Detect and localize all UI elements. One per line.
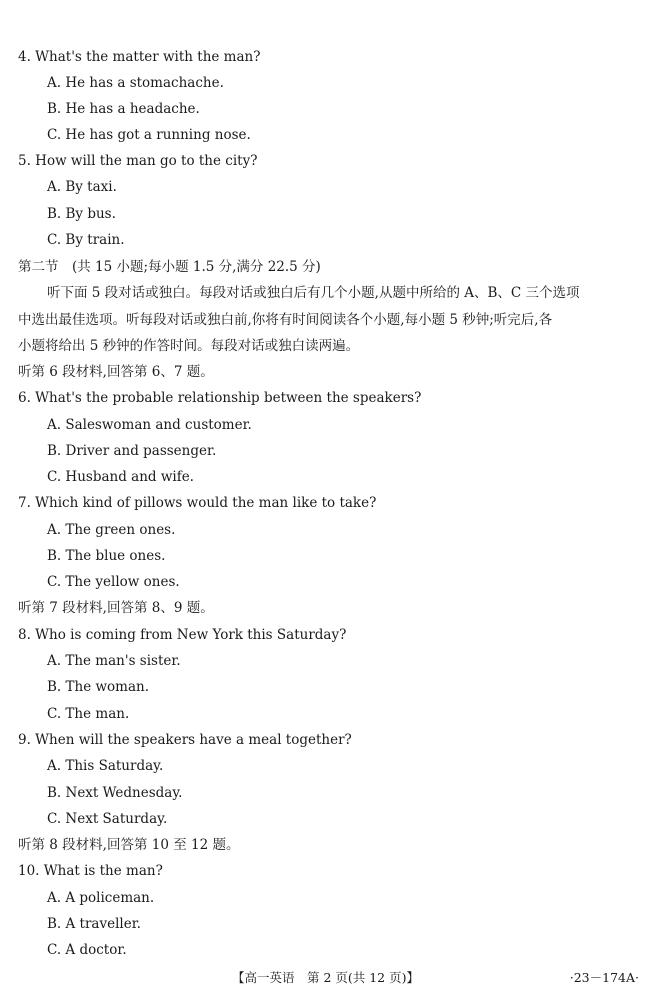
question-4-option-c: C. He has got a running nose.	[47, 127, 251, 143]
question-5-option-b: B. By bus.	[47, 206, 116, 222]
section-2-instructions-line-3: 小题将给出 5 秒钟的作答时间。每段对话或独白读两遍。	[18, 338, 360, 354]
question-6-option-b: B. Driver and passenger.	[47, 443, 217, 459]
material-6-heading: 听第 6 段材料,回答第 6、7 题。	[18, 364, 214, 380]
question-7-option-b: B. The blue ones.	[47, 548, 166, 564]
question-4-option-b: B. He has a headache.	[47, 101, 200, 117]
question-10-stem: 10. What is the man?	[18, 863, 163, 879]
question-6-option-a: A. Saleswoman and customer.	[47, 417, 252, 433]
question-5-stem: 5. How will the man go to the city?	[18, 153, 258, 169]
question-7-stem: 7. Which kind of pillows would the man like to take?	[18, 495, 377, 511]
question-5-option-a: A. By taxi.	[47, 179, 117, 195]
page-footer-label: 【高一英语 第 2 页(共 12 页)】	[231, 970, 419, 985]
question-10-option-a: A. A policeman.	[47, 890, 155, 906]
question-8-option-b: B. The woman.	[47, 679, 150, 695]
question-6-option-c: C. Husband and wife.	[47, 469, 194, 485]
question-10-option-b: B. A traveller.	[47, 916, 141, 932]
section-2-heading: 第二节 (共 15 小题;每小题 1.5 分,满分 22.5 分)	[18, 259, 321, 275]
material-8-heading: 听第 8 段材料,回答第 10 至 12 题。	[18, 837, 240, 853]
question-9-option-c: C. Next Saturday.	[47, 811, 168, 827]
question-8-option-a: A. The man's sister.	[47, 653, 181, 669]
question-8-option-c: C. The man.	[47, 706, 130, 722]
question-7-option-a: A. The green ones.	[47, 522, 176, 538]
question-8-stem: 8. Who is coming from New York this Saturday?	[18, 627, 347, 643]
section-2-instructions-line-2: 中选出最佳选项。听每段对话或独白前,你将有时间阅读各个小题,每小题 5 秒钟;听完后,各	[18, 312, 553, 328]
question-5-option-c: C. By train.	[47, 232, 125, 248]
question-6-stem: 6. What's the probable relationship between the speakers?	[18, 390, 422, 406]
question-9-option-b: B. Next Wednesday.	[47, 785, 183, 801]
question-4-option-a: A. He has a stomachache.	[47, 75, 224, 91]
material-7-heading: 听第 7 段材料,回答第 8、9 题。	[18, 600, 214, 616]
question-7-option-c: C. The yellow ones.	[47, 574, 180, 590]
page-footer-code: ·23－174A·	[569, 970, 639, 985]
question-9-stem: 9. When will the speakers have a meal together?	[18, 732, 352, 748]
question-10-option-c: C. A doctor.	[47, 942, 127, 958]
section-2-instructions-line-1: 听下面 5 段对话或独白。每段对话或独白后有几个小题,从题中所给的 A、B、C 三个选项	[47, 285, 580, 301]
question-9-option-a: A. This Saturday.	[47, 758, 164, 774]
question-4-stem: 4. What's the matter with the man?	[18, 49, 261, 65]
